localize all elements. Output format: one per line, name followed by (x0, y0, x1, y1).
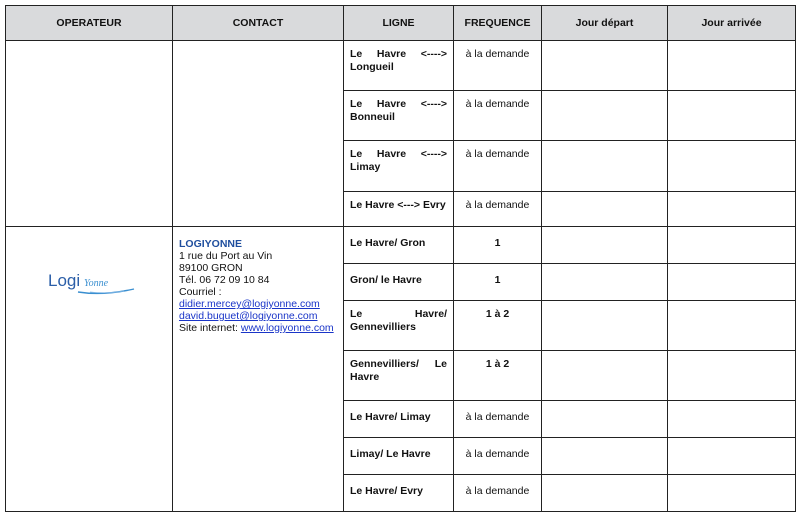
header-contact: CONTACT (173, 6, 344, 41)
ligne-text: Limay (350, 161, 381, 173)
jour-depart-cell (542, 475, 668, 512)
contact-phone: Tél. 06 72 09 10 84 (179, 274, 270, 286)
ligne-text: Le Havre/ Gron (350, 237, 426, 249)
freq-cell: à la demande (454, 91, 542, 141)
jour-depart-cell (542, 301, 668, 351)
freq-cell: à la demande (454, 475, 542, 512)
jour-arrivee-cell (668, 401, 796, 438)
jour-arrivee-cell (668, 192, 796, 227)
website-link[interactable]: www.logiyonne.com (240, 322, 334, 334)
table-row (6, 227, 796, 264)
ligne-cell (344, 351, 454, 401)
freq-cell: 1 (454, 264, 542, 301)
site-label: Site internet: (179, 322, 241, 334)
ligne-text: Le Havre/ Evry (350, 485, 423, 497)
ligne-text: Le Havre <----> (350, 148, 447, 160)
freq-cell: 1 à 2 (454, 351, 542, 401)
ligne-cell (344, 91, 454, 141)
ligne-text: Bonneuil (350, 111, 395, 123)
freq-cell: à la demande (454, 192, 542, 227)
ligne-cell (344, 438, 454, 475)
contact-email-label: Courriel : (179, 286, 222, 298)
ligne-cell (344, 141, 454, 192)
contact-cell-empty (173, 41, 344, 227)
ligne-cell (344, 41, 454, 91)
ligne-text: Gennevilliers (350, 321, 416, 333)
ligne-cell (344, 301, 454, 351)
table-row (6, 41, 796, 91)
jour-depart-cell (542, 438, 668, 475)
ligne-text: Le Havre <----> (350, 48, 447, 60)
logo-text-suffix: Yonne (84, 278, 109, 289)
email-link-2[interactable]: david.buguet@logiyonne.com (179, 310, 318, 322)
jour-depart-cell (542, 41, 668, 91)
header-ligne: LIGNE (344, 6, 454, 41)
ligne-text: Limay/ Le Havre (350, 448, 431, 460)
operator-cell (6, 227, 173, 512)
contact-address: 1 rue du Port au Vin (179, 250, 273, 262)
ligne-cell (344, 475, 454, 512)
jour-arrivee-cell (668, 264, 796, 301)
jour-depart-cell (542, 351, 668, 401)
jour-arrivee-cell (668, 41, 796, 91)
jour-depart-cell (542, 227, 668, 264)
ligne-cell (344, 227, 454, 264)
jour-arrivee-cell (668, 141, 796, 192)
jour-depart-cell (542, 192, 668, 227)
jour-arrivee-cell (668, 301, 796, 351)
freq-cell: à la demande (454, 438, 542, 475)
jour-depart-cell (542, 91, 668, 141)
jour-arrivee-cell (668, 475, 796, 512)
transport-table (5, 5, 796, 512)
ligne-text: Gron/ le Havre (350, 274, 422, 286)
jour-depart-cell (542, 141, 668, 192)
freq-cell: à la demande (454, 141, 542, 192)
ligne-text: Le Havre <----> (350, 98, 447, 110)
jour-arrivee-cell (668, 351, 796, 401)
logo-text: Logi (48, 271, 81, 290)
freq-cell: 1 (454, 227, 542, 264)
ligne-cell (344, 264, 454, 301)
header-operateur: OPERATEUR (6, 6, 173, 41)
jour-arrivee-cell (668, 438, 796, 475)
header-jour-depart: Jour départ (542, 6, 668, 41)
ligne-text: Le Havre/ Limay (350, 411, 431, 423)
ligne-cell (344, 401, 454, 438)
header-jour-arrivee: Jour arrivée (668, 6, 796, 41)
contact-city: 89100 GRON (179, 262, 243, 274)
ligne-cell (344, 192, 454, 227)
jour-depart-cell (542, 401, 668, 438)
ligne-text: Longueil (350, 61, 394, 73)
ligne-text: Le Havre/ (350, 308, 447, 320)
ligne-text: Havre (350, 371, 380, 383)
jour-arrivee-cell (668, 227, 796, 264)
logiyonne-logo (48, 267, 138, 297)
operator-cell-empty (6, 41, 173, 227)
email-link-1[interactable]: didier.mercey@logiyonne.com (179, 298, 320, 310)
freq-cell: à la demande (454, 401, 542, 438)
contact-name: LOGIYONNE (179, 238, 243, 250)
ligne-text: Le Havre <---> Evry (350, 199, 446, 211)
header-row (6, 6, 796, 41)
ligne-text: Gennevilliers/ Le (350, 358, 447, 370)
header-frequence: FREQUENCE (454, 6, 542, 41)
contact-cell (173, 227, 344, 512)
freq-cell: 1 à 2 (454, 301, 542, 351)
jour-arrivee-cell (668, 91, 796, 141)
jour-depart-cell (542, 264, 668, 301)
freq-cell: à la demande (454, 41, 542, 91)
